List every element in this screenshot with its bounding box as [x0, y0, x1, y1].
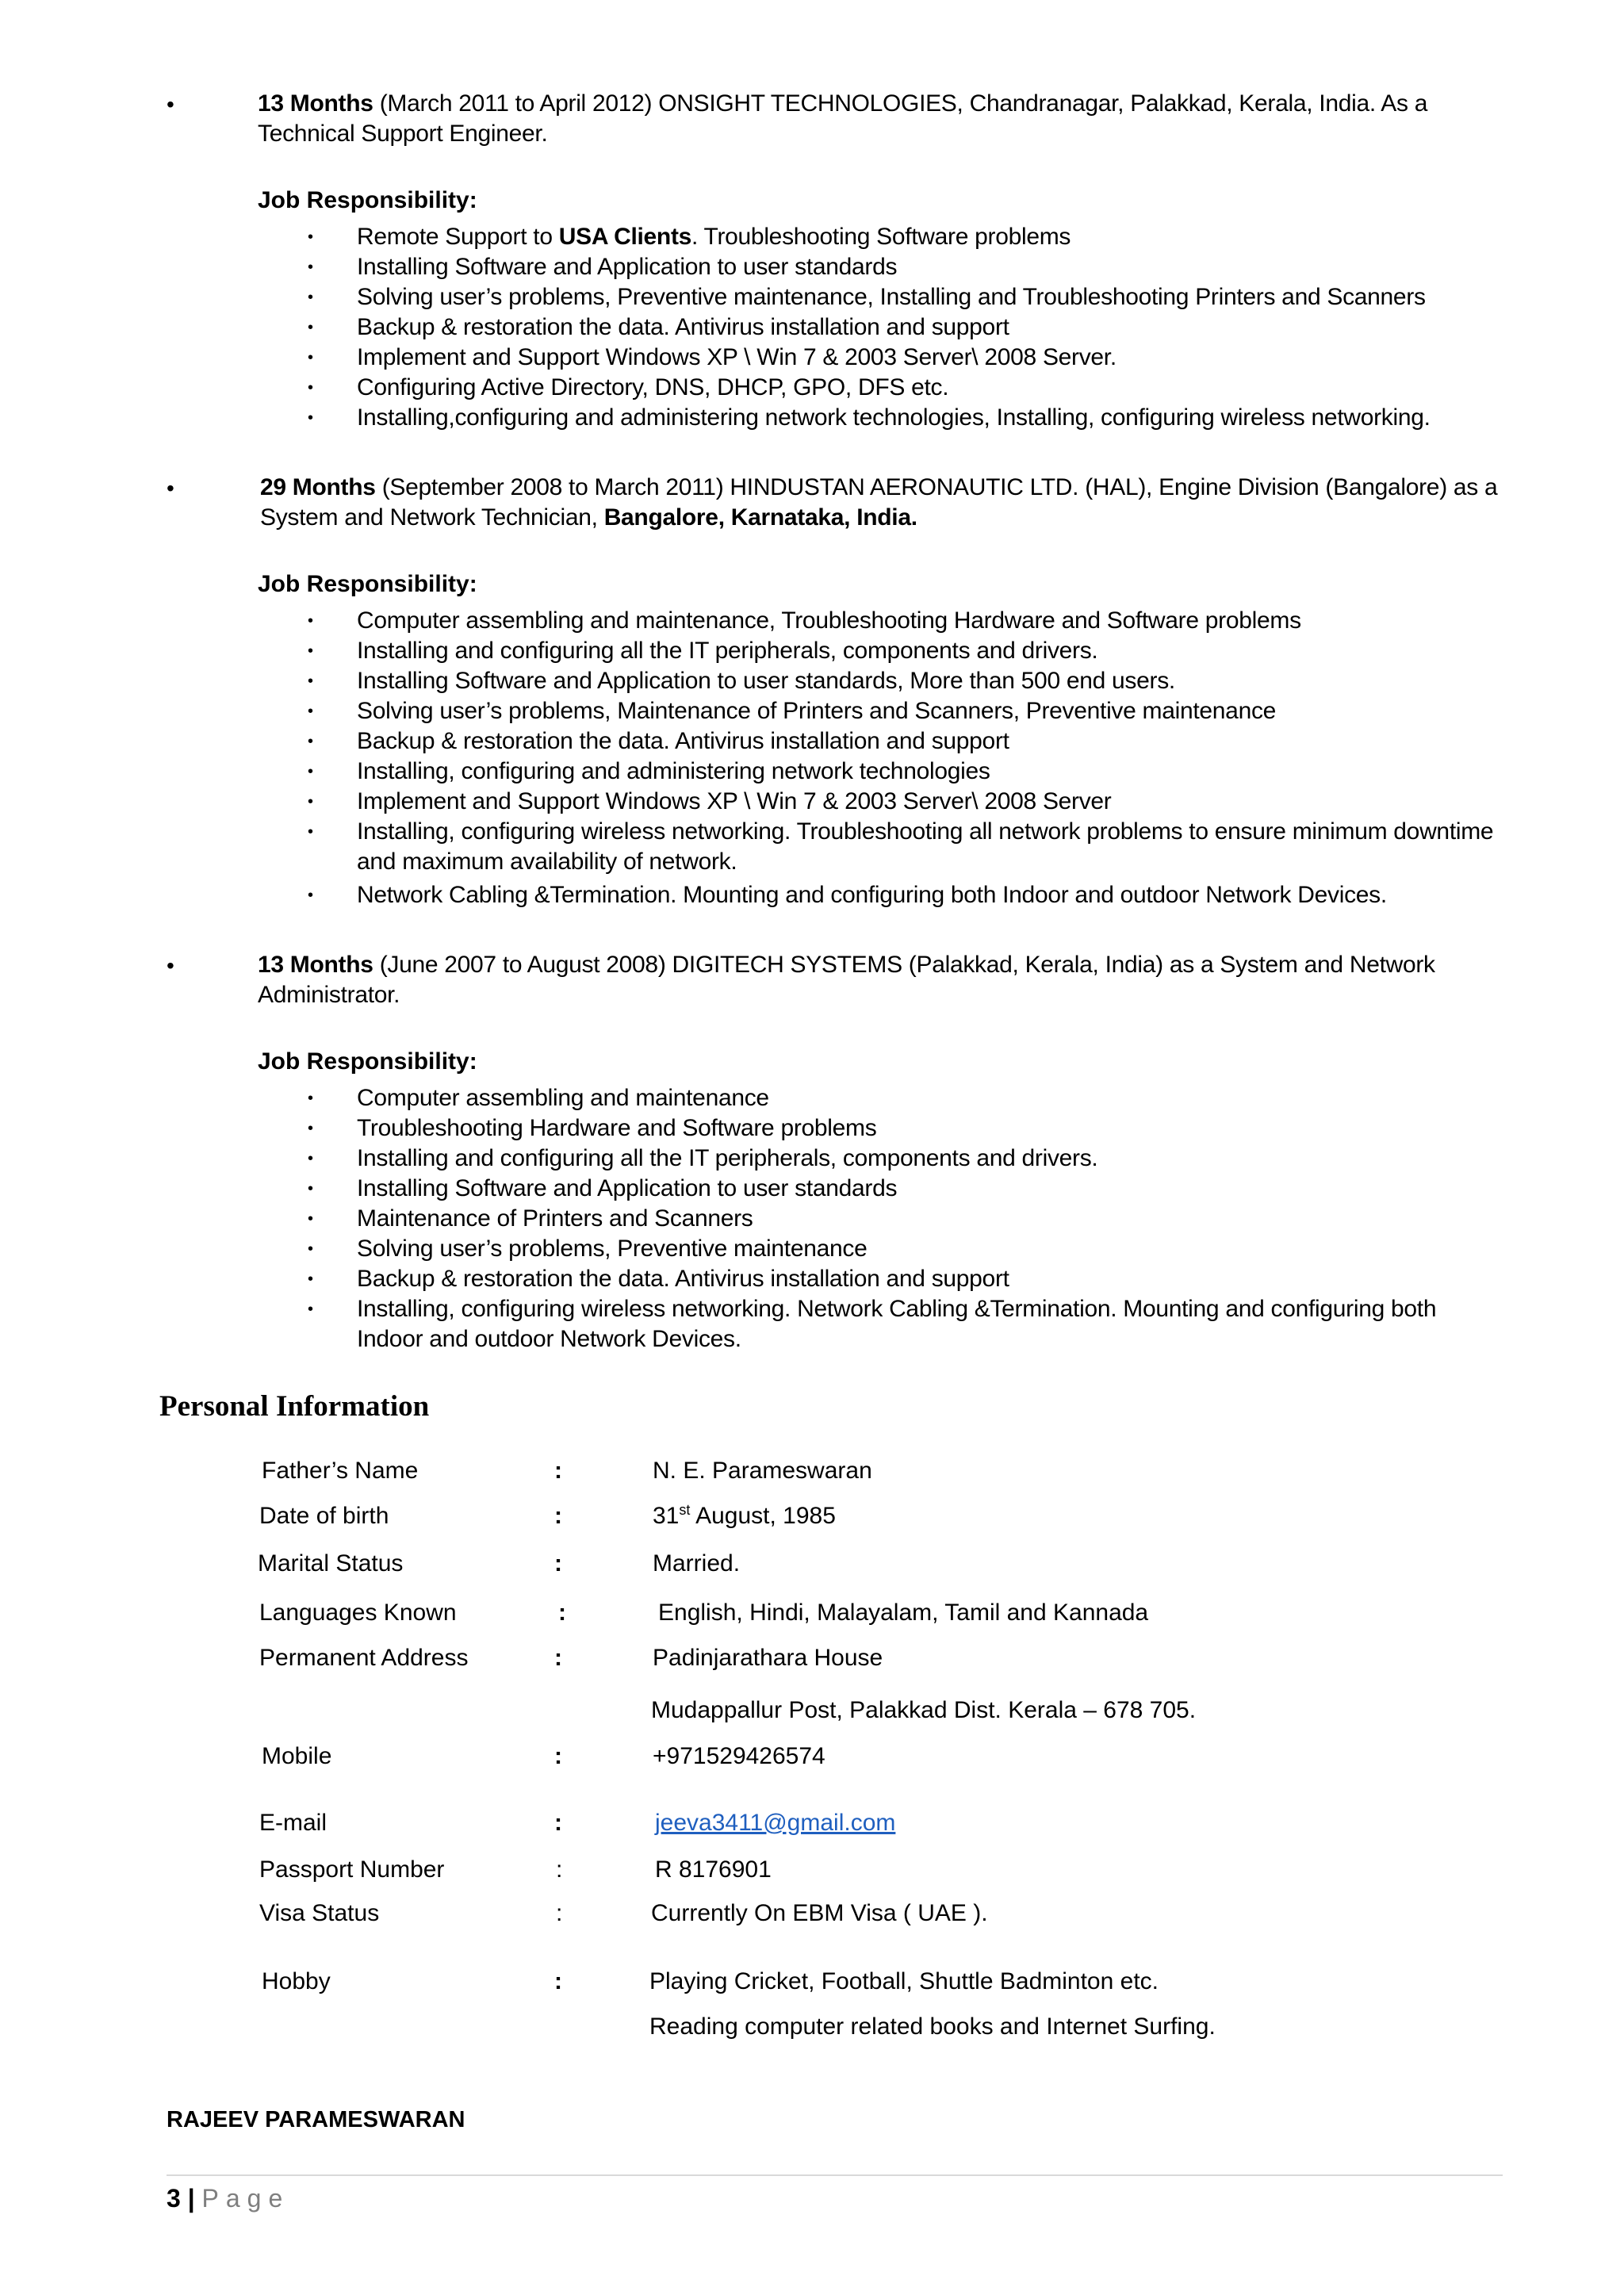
list-item: [0, 696, 1624, 726]
address-label: Permanent Address: [259, 1645, 469, 1671]
address-line1: Padinjarathara House: [653, 1645, 883, 1671]
colon: :: [554, 1743, 562, 1769]
list-item: [0, 1174, 1624, 1204]
item-text: Installing Software and Application to user standards, More than 500 end users.: [357, 668, 1175, 694]
item-text: Installing and configuring all the IT peripherals, components and drivers.: [357, 638, 1098, 664]
page-number: 3: [167, 2184, 181, 2213]
bullet-dot: •: [308, 289, 313, 306]
item-text: Backup & restoration the data. Antivirus installation and support: [357, 1266, 1009, 1292]
item-text: Network Cabling &Termination. Mounting and configuring both Indoor and outdoor Network Devices.: [357, 882, 1387, 908]
passport-label: Passport Number: [259, 1856, 445, 1883]
job-header: [258, 950, 1511, 1010]
mobile-label: Mobile: [262, 1743, 332, 1769]
colon: :: [554, 1968, 562, 1994]
responsibility-title: Job Responsibility:: [258, 187, 477, 213]
item-text: Implement and Support Windows XP \ Win 7 & 2003 Server\ 2008 Server.: [357, 344, 1116, 370]
job-duration: 13 Months: [258, 952, 373, 978]
signature-name: RAJEEV PARAMESWARAN: [167, 2107, 465, 2132]
bullet-dot: •: [308, 1090, 313, 1107]
list-item: [0, 1294, 1624, 1354]
bullet-dot: •: [308, 379, 313, 397]
colon: :: [558, 1600, 566, 1626]
email-label: E-mail: [259, 1810, 327, 1836]
bullet-dot: •: [308, 1270, 313, 1288]
colon: :: [554, 1645, 562, 1671]
list-item: [0, 282, 1624, 312]
item-text: Installing, configuring and administering network technologies: [357, 758, 990, 784]
list-item: [0, 606, 1624, 636]
list-item: [0, 1264, 1624, 1294]
bullet-dot: •: [308, 793, 313, 810]
list-item: [0, 757, 1624, 787]
list-item: [0, 1204, 1624, 1234]
bullet-dot: •: [308, 349, 313, 366]
list-item: [0, 880, 1624, 910]
bullet-dot: •: [308, 319, 313, 336]
item-text: Solving user’s problems, Maintenance of Printers and Scanners, Preventive maintenance: [357, 698, 1277, 724]
job-header: [258, 89, 1511, 149]
job-header: [260, 473, 1513, 533]
hobby-line1: Playing Cricket, Football, Shuttle Badminton etc.: [649, 1968, 1159, 1994]
hobby-label: Hobby: [262, 1968, 331, 1994]
bullet-dot: •: [308, 259, 313, 276]
address-line2: Mudappallur Post, Palakkad Dist. Kerala – 678 705.: [651, 1697, 1197, 1723]
item-text: Implement and Support Windows XP \ Win 7 & 2003 Server\ 2008 Server: [357, 788, 1112, 814]
item-text: Configuring Active Directory, DNS, DHCP, GPO, DFS etc.: [357, 374, 949, 400]
item-text: Solving user’s problems, Preventive maintenance: [357, 1236, 868, 1262]
languages-value: English, Hindi, Malayalam, Tamil and Kannada: [658, 1600, 1149, 1626]
mobile-value: +971529426574: [653, 1743, 825, 1769]
item-text: Computer assembling and maintenance, Troubleshooting Hardware and Software problems: [357, 607, 1301, 634]
job-bullet: •: [167, 476, 174, 500]
responsibility-title: Job Responsibility:: [258, 571, 477, 597]
page-separator: |: [180, 2184, 202, 2213]
item-text: Installing, configuring wireless networking. Network Cabling &Termination. Mounting and configuring both Indoor and outdoor Network Devices.: [357, 1296, 1437, 1352]
bullet-dot: •: [308, 1120, 313, 1137]
list-item: [0, 1234, 1624, 1264]
item-text: Remote Support to: [357, 224, 559, 250]
item-text: Maintenance of Printers and Scanners: [357, 1205, 753, 1232]
colon: :: [554, 1550, 562, 1577]
item-text: Backup & restoration the data. Antivirus installation and support: [357, 728, 1009, 754]
responsibility-title: Job Responsibility:: [258, 1048, 477, 1075]
bullet-dot: •: [308, 1301, 313, 1318]
list-item: [0, 666, 1624, 696]
item-text: Computer assembling and maintenance: [357, 1085, 769, 1111]
bullet-dot: •: [308, 642, 313, 660]
fathers-name-label: Father’s Name: [262, 1458, 419, 1484]
bullet-dot: •: [308, 703, 313, 720]
passport-value: R 8176901: [655, 1856, 772, 1883]
item-emphasis: USA Clients: [558, 224, 692, 250]
job-location: Bangalore, Karnataka, India.: [603, 504, 917, 531]
dob-ordinal: st: [679, 1502, 691, 1518]
section-title-personal-information: Personal Information: [159, 1390, 430, 1423]
job-duration: 29 Months: [260, 474, 376, 500]
list-item: [0, 787, 1624, 817]
dob-value: [653, 1503, 836, 1530]
bullet-dot: •: [308, 612, 313, 630]
bullet-dot: •: [308, 409, 313, 427]
list-item: [0, 373, 1624, 403]
responsibility-list: [0, 606, 1624, 910]
bullet-dot: •: [308, 228, 313, 246]
item-text: Installing,configuring and administering network technologies, Installing, configuring wireless networking.: [357, 404, 1431, 431]
job-description: (March 2011 to April 2012) ONSIGHT TECHNOLOGIES, Chandranagar, Palakkad, Kerala, India. As a Technical Support Engineer.: [258, 90, 1428, 147]
dob-label: Date of birth: [259, 1503, 389, 1529]
dob-rest: August, 1985: [690, 1503, 836, 1529]
email-link[interactable]: jeeva3411@gmail.com: [655, 1810, 896, 1836]
job-duration: 13 Months: [258, 90, 373, 117]
bullet-dot: •: [308, 887, 313, 904]
bullet-dot: •: [308, 823, 313, 841]
list-item: [0, 403, 1624, 433]
list-item: [0, 1113, 1624, 1144]
bullet-dot: •: [308, 1180, 313, 1197]
bullet-dot: •: [308, 1150, 313, 1167]
dob-day: 31: [653, 1503, 680, 1529]
hobby-line2: Reading computer related books and Internet Surfing.: [649, 2013, 1216, 2040]
job-bullet: •: [167, 92, 174, 117]
job-description: (September 2008 to March 2011) HINDUSTAN AERONAUTIC LTD. (HAL), Engine Division (Bangalore) as a System and Network Technician,: [260, 474, 1498, 531]
colon: :: [554, 1458, 562, 1484]
list-item: [0, 222, 1624, 252]
visa-value: Currently On EBM Visa ( UAE ).: [651, 1900, 988, 1926]
colon: :: [554, 1503, 562, 1529]
colon: :: [556, 1900, 563, 1926]
colon: :: [556, 1856, 563, 1883]
page-word: Page: [201, 2184, 290, 2213]
fathers-name-value: N. E. Parameswaran: [653, 1458, 872, 1484]
bullet-dot: •: [308, 733, 313, 750]
bullet-dot: •: [308, 672, 313, 690]
footer-divider: [167, 2174, 1503, 2176]
colon: :: [554, 1810, 562, 1836]
item-text: Backup & restoration the data. Antivirus installation and support: [357, 314, 1009, 340]
job-description: (June 2007 to August 2008) DIGITECH SYSTEMS (Palakkad, Kerala, India) as a System and Network Administrator.: [258, 952, 1435, 1008]
list-item: [0, 1144, 1624, 1174]
page-footer: [167, 2184, 289, 2213]
visa-label: Visa Status: [259, 1900, 380, 1926]
list-item: [0, 312, 1624, 343]
bullet-dot: •: [308, 1240, 313, 1258]
list-item: [0, 726, 1624, 757]
responsibility-list: [0, 1083, 1624, 1354]
item-text: Installing Software and Application to user standards: [357, 254, 898, 280]
job-bullet: •: [167, 953, 174, 978]
list-item: [0, 1083, 1624, 1113]
item-text: Installing and configuring all the IT peripherals, components and drivers.: [357, 1145, 1098, 1171]
responsibility-list: [0, 222, 1624, 433]
item-text: Installing, configuring wireless networking. Troubleshooting all network problems to ensure minimum downtime and maximum availability of network.: [357, 818, 1494, 875]
list-item: [0, 252, 1624, 282]
item-text: Troubleshooting Hardware and Software problems: [357, 1115, 877, 1141]
bullet-dot: •: [308, 763, 313, 780]
list-item: [0, 343, 1624, 373]
item-text: Solving user’s problems, Preventive maintenance, Installing and Troubleshooting Printers and Scanners: [357, 284, 1426, 310]
marital-status-value: Married.: [653, 1550, 741, 1577]
item-text: . Troubleshooting Software problems: [691, 224, 1071, 250]
list-item: [0, 636, 1624, 666]
marital-status-label: Marital Status: [258, 1550, 404, 1577]
languages-label: Languages Known: [259, 1600, 457, 1626]
bullet-dot: •: [308, 1210, 313, 1228]
list-item: [0, 817, 1624, 877]
item-text: Installing Software and Application to user standards: [357, 1175, 898, 1201]
